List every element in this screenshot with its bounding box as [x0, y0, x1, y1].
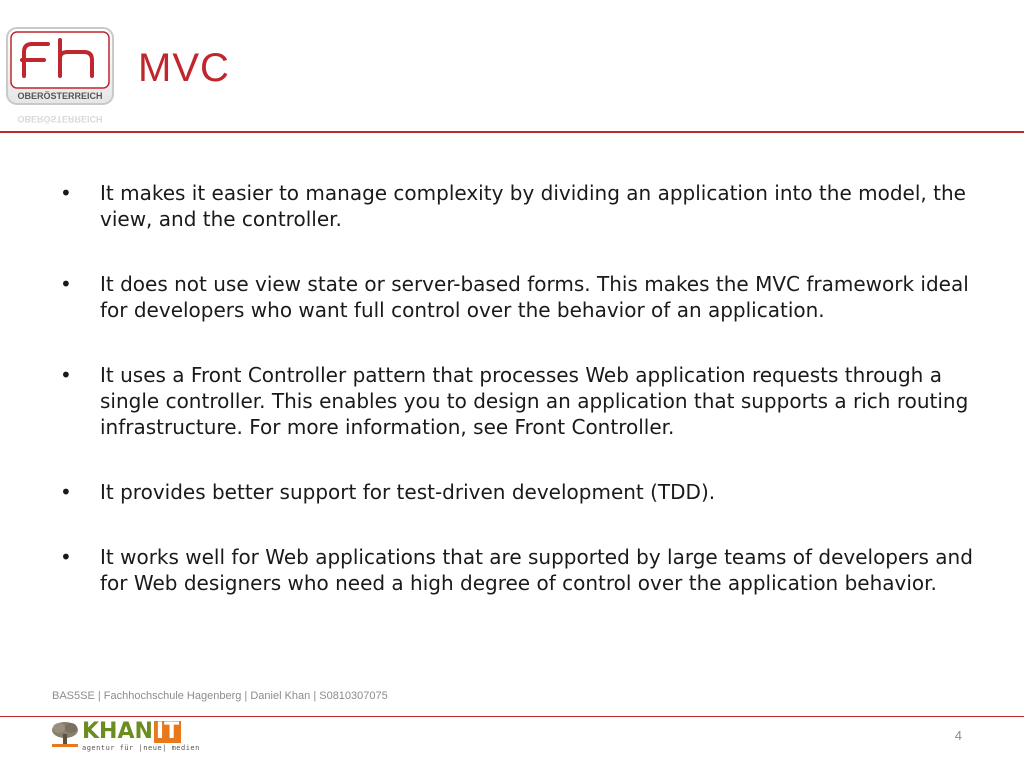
bullet-list	[56, 180, 976, 596]
brand-word: KHAN	[82, 719, 153, 744]
bullet-text: It works well for Web applications that are supported by large teams of developers and for Web designers who need a high degree of control over the application behavior.	[100, 545, 973, 595]
page-number: 4	[954, 728, 962, 743]
footer-divider	[0, 716, 1024, 717]
bullet-item	[56, 544, 976, 596]
bullet-item	[56, 479, 976, 505]
bullet-text: It does not use view state or server-based forms. This makes the MVC framework ideal for developers who want full control over the behavior of an application.	[100, 272, 969, 322]
bullet-text: It uses a Front Controller pattern that processes Web application requests through a single controller. This enables you to design an application that supports a rich routing infrastructure. For more information, see Front Controller.	[100, 363, 969, 439]
bullet-dot: •	[60, 480, 72, 504]
bullet-dot: •	[60, 181, 72, 205]
tree-icon	[50, 720, 80, 748]
brand-box: IT	[155, 719, 180, 744]
khanit-logo	[50, 720, 200, 754]
bullet-text: It provides better support for test-driven development (TDD).	[100, 480, 716, 504]
bullet-dot: •	[60, 272, 72, 296]
brand-tagline: agentur für |neue| medien	[82, 744, 200, 752]
bullet-dot: •	[60, 545, 72, 569]
slide-title: MVC	[138, 46, 230, 90]
brand-wordmark	[82, 720, 181, 744]
logo-reflection: OBERÖSTERREICH	[17, 114, 103, 124]
logo-caption: OBERÖSTERREICH	[17, 91, 103, 101]
header-divider	[0, 131, 1024, 133]
fh-logo	[4, 22, 118, 132]
bullet-item	[56, 362, 976, 440]
bullet-dot: •	[60, 363, 72, 387]
bullet-item	[56, 271, 976, 323]
bullet-text: It makes it easier to manage complexity by dividing an application into the model, the view, and the controller.	[100, 181, 966, 231]
footer-caption: BAS5SE | Fachhochschule Hagenberg | Daniel Khan | S0810307075	[52, 690, 388, 702]
bullet-item	[56, 180, 976, 232]
